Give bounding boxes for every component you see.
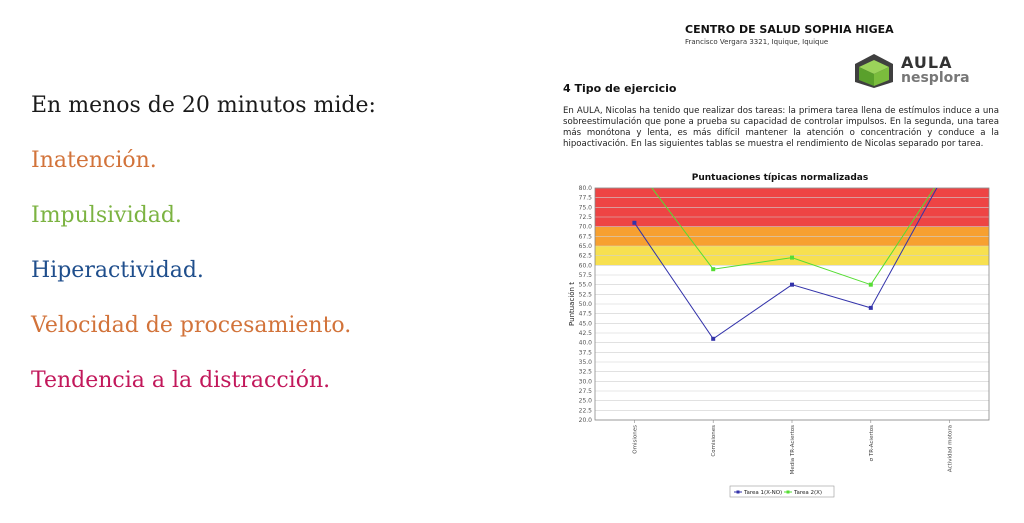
legend-label: Tarea 2(X) — [794, 490, 823, 496]
y-tick-label: 30.0 — [578, 378, 592, 386]
x-tick-label: σ TR-Aciertos — [868, 425, 875, 462]
y-tick-label: 70.0 — [578, 223, 592, 231]
y-tick-label: 40.0 — [578, 339, 592, 347]
y-tick-label: 65.0 — [578, 243, 592, 250]
y-tick-label: 35.0 — [578, 359, 592, 366]
measures-list — [31, 92, 376, 422]
list-item: Hiperactividad. — [31, 258, 204, 283]
y-tick-label: 42.5 — [578, 330, 592, 337]
chart-title: Puntuaciones típicas normalizadas — [691, 173, 869, 183]
y-tick-label: 32.5 — [578, 368, 592, 376]
legend-label: Tarea 1(X-NO) — [744, 490, 783, 496]
section-title: 4 Tipo de ejercicio — [563, 82, 677, 95]
y-axis-label: Puntuación t — [568, 282, 576, 326]
center-name: CENTRO DE SALUD SOPHIA HIGEA — [685, 23, 894, 36]
data-point — [711, 267, 715, 271]
center-address: Francisco Vergara 3321, Iquique, Iquique — [685, 38, 829, 46]
legend-marker — [737, 491, 740, 494]
list-item: Inatención. — [31, 148, 157, 173]
y-tick-label: 47.5 — [578, 310, 592, 318]
y-tick-label: 60.0 — [578, 262, 592, 270]
logo-line2: nesplora — [901, 70, 970, 86]
data-point — [869, 306, 873, 310]
y-tick-label: 80.0 — [578, 185, 592, 192]
x-tick-label: Media TR-Aciertos — [790, 425, 796, 475]
data-point — [632, 221, 636, 225]
y-tick-label: 27.5 — [578, 388, 592, 395]
data-point — [711, 337, 715, 341]
y-tick-label: 22.5 — [578, 407, 592, 415]
x-tick-label: Comisiones — [711, 425, 718, 457]
list-item: Tendencia a la distracción. — [31, 368, 331, 393]
y-tick-label: 37.5 — [578, 349, 592, 357]
y-tick-label: 50.0 — [578, 301, 592, 308]
data-point — [790, 283, 794, 287]
y-tick-label: 25.0 — [578, 397, 592, 405]
line-chart — [555, 18, 1005, 518]
legend-marker — [787, 491, 790, 494]
logo-line1: AULA — [901, 53, 953, 72]
x-tick-label: Actividad motora — [947, 425, 954, 473]
y-tick-label: 20.0 — [578, 417, 592, 424]
list-heading: En menos de 20 minutos mide: — [31, 93, 376, 118]
y-tick-label: 67.5 — [578, 233, 592, 241]
y-tick-label: 62.5 — [578, 252, 592, 260]
report-paragraph: En AULA, Nicolas ha tenido que realizar dos tareas: la primera tarea llena de estímulos induce a una sobreestimulación que pone a prueba su capacidad de controlar impulsos. En la segunda, una tarea más monótona y lenta, es más difícil mantener la atención o concentración y conduce a la hipoactivación. En las siguientes tablas se muestra el rendimiento de Nicolas separado por tarea. — [563, 106, 999, 149]
y-tick-label: 55.0 — [578, 281, 592, 289]
y-tick-label: 72.5 — [578, 214, 592, 221]
report-page — [555, 18, 1005, 518]
list-item: Impulsividad. — [31, 203, 182, 228]
y-tick-label: 57.5 — [578, 272, 592, 279]
data-point — [790, 256, 794, 260]
y-tick-label: 77.5 — [578, 194, 592, 202]
y-tick-label: 45.0 — [578, 320, 592, 328]
x-tick-label: Omisiones — [632, 425, 639, 454]
list-item: Velocidad de procesamiento. — [31, 313, 352, 338]
data-point — [869, 283, 873, 287]
y-tick-label: 75.0 — [578, 204, 592, 212]
y-tick-label: 52.5 — [578, 291, 592, 299]
